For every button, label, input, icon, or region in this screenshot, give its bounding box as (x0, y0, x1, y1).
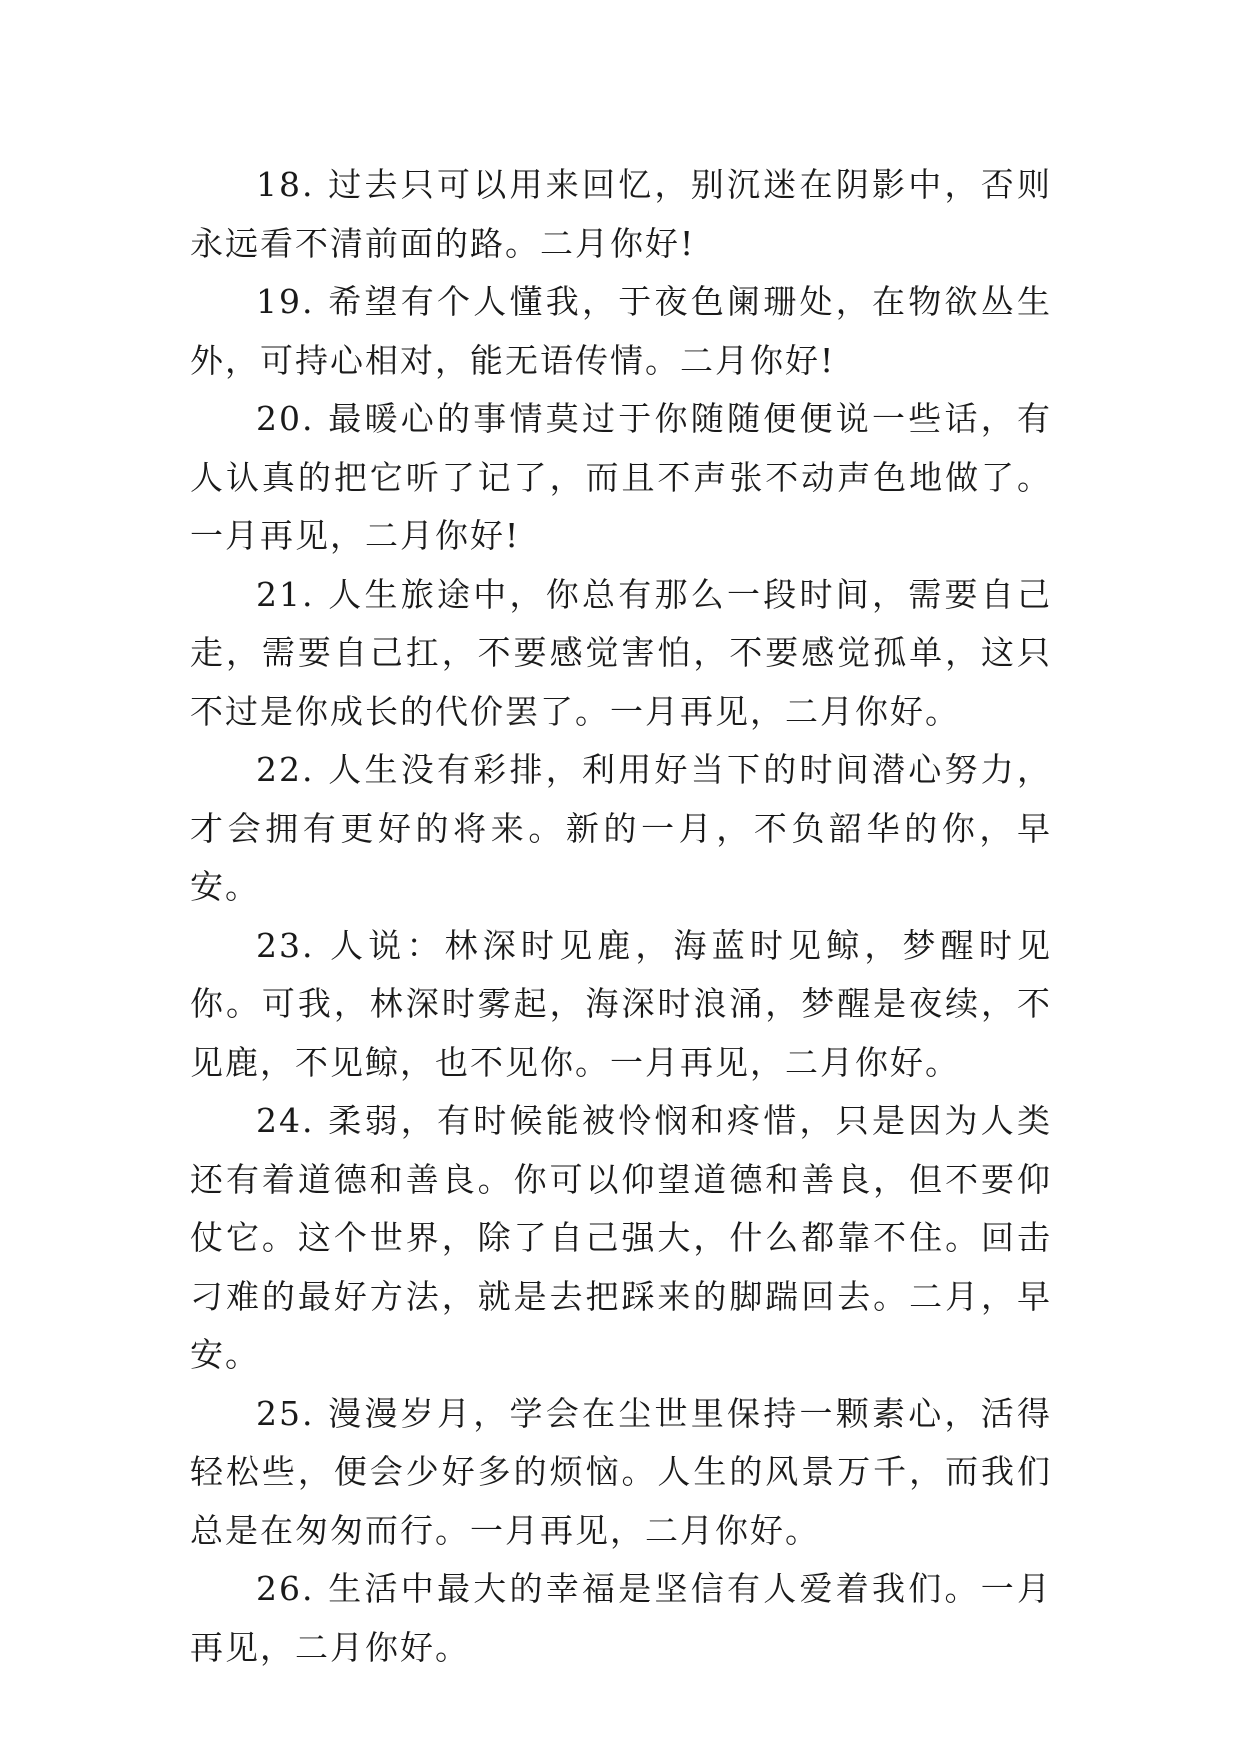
paragraph-26: 26. 生活中最大的幸福是坚信有人爱着我们。一月再见，二月你好。 (190, 1569, 1052, 1667)
paragraph-20: 20. 最暖心的事情莫过于你随随便便说一些话，有人认真的把它听了记了，而且不声张不动声色地做了。一月再见，二月你好! (190, 399, 1052, 555)
paragraph-19: 19. 希望有个人懂我，于夜色阑珊处，在物欲丛生外，可持心相对，能无语传情。二月你好! (190, 282, 1052, 380)
paragraph-18: 18. 过去只可以用来回忆，别沉迷在阴影中，否则永远看不清前面的路。二月你好! (190, 165, 1052, 263)
paragraph-24: 24. 柔弱，有时候能被怜悯和疼惜，只是因为人类还有着道德和善良。你可以仰望道德和善良，但不要仰仗它。这个世界，除了自己强大，什么都靠不住。回击刁难的最好方法，就是去把踩来的脚踹回去。二月，早安。 (190, 1101, 1052, 1374)
paragraph-21: 21. 人生旅途中，你总有那么一段时间，需要自己走，需要自己扛，不要感觉害怕，不要感觉孤单，这只不过是你成长的代价罢了。一月再见，二月你好。 (190, 574, 1052, 731)
paragraph-25: 25. 漫漫岁月，学会在尘世里保持一颗素心，活得轻松些，便会少好多的烦恼。人生的风景万千，而我们总是在匆匆而行。一月再见，二月你好。 (190, 1393, 1052, 1550)
paragraph-22: 22. 人生没有彩排，利用好当下的时间潜心努力，才会拥有更好的将来。新的一月，不负韶华的你，早安。 (190, 750, 1052, 906)
document-body (190, 156, 1052, 1677)
paragraph-23: 23. 人说：林深时见鹿，海蓝时见鲸，梦醒时见你。可我，林深时雾起，海深时浪涌，梦醒是夜续，不见鹿，不见鲸，也不见你。一月再见，二月你好。 (190, 925, 1052, 1082)
